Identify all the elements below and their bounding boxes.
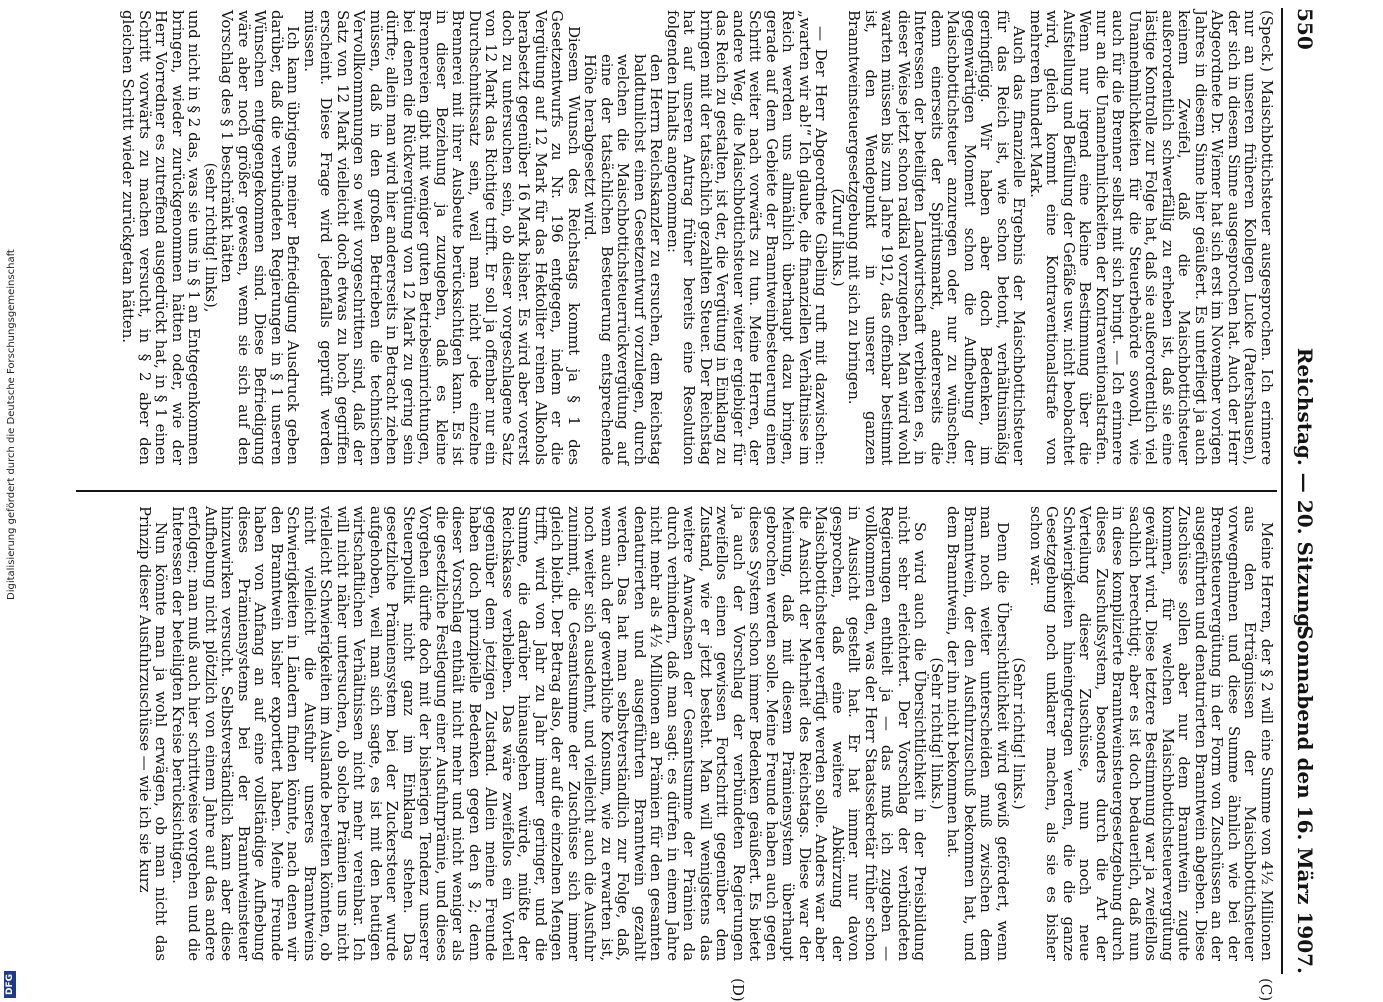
interjection: (Zuruf links.) bbox=[829, 188, 847, 287]
paragraph: So wird auch die Übersichtlichkeit in der Preisbildung nicht sehr erleichtert. Der Vorschlag der verbündeten Regierungen enthielt ja — das muß ich zugeben — vollkommen den, was der Herr Staatssekretär früher schon in Aussicht gestellt hat. Er hat immer nur davon gesprochen, daß eine weitere Abkürzung der Maischbottichsteuer verfügt werden solle. Anders war aber die Ansicht der Mehrheit des Reichstags. Diese war der Meinung, daß mit diesem Prämiensystem überhaupt gebrochen werden solle. Meine Freunde haben auch gegen dieses System schon immer Bedenken geäußert. Es bietet ja auch der Vorschlag der verbündeten Regierungen zweifellos einen gewissen Fortschritt gegenüber dem Zustand, wie er jetzt besteht. Man will wenigstens das weitere Anwachsen der Gesamtsumme der Prämien da durch verhindern, daß man sagt: es dürfen in einem Jahre nicht mehr als 4½ Millionen an Prämien für den gesamten denaturierten und ausgeführten Branntwein gezahlt werden. Das hat man selbstverständlich zur Folge, daß, wenn auch der gewerbliche Konsum, wie zu erwarten ist, noch weiter sich ausdehnt, und vielleicht auch die Ausfuhr zunimmt, die Gesamtsumme der Zuschüsse sich immer gleich bleibt. Der Betrag also, der auf die einzelnen Mengen trifft, wird von Jahr zu Jahr immer geringer, und die Summe, die darüber hinausgehen würde, müßte der Reichskasse verbleiben. Das wäre zweifellos ein Vorteil gegenüber dem jetzigen Zustand. Allein meine Freunde haben doch prinzipielle Bedenken gegen den § 2; denn dieser Vorschlag enthält nicht mehr und nicht weniger als die gesetzliche Festlegung einer Ausfuhrprämie, und dieses Vorgehen dürfte doch mit der bisherigen Tendenz unserer Steuerpolitik nicht ganz im Einklang stehen. Das gesetzliche Prämiensystem bei der Zuckersteuer wurde aufgehoben, weil man sich sagte, es ist mit den heutigen wirtschaftlichen Verhältnissen nicht mehr vereinbar. Ich will nicht näher untersuchen, ob solche Prämien uns nicht vielleicht Schwierigkeiten im Auslande bereiten könnten, ob nicht vielleicht die Ausfuhr unseres Branntweins Schwierigkeiten in Ländern finden könnte, nach denen wir den Branntwein bisher exportiert haben. Meine Freunde haben von Anfang an auf eine vollständige Aufhebung dieses Prämiensystems bei der Branntweinsteuer hinzuwirken versucht. Selbstverständlich kann aber diese Aufhebung nicht plötzlich von einem Jahre auf das andere erfolgen; man muß auch hier schrittweise vorgehen und die Interessen der beteiligten Kreise berücksichtigen. bbox=[169, 506, 930, 961]
margin-marker-b bbox=[729, 0, 747, 1]
page-number: 550 bbox=[1293, 8, 1317, 50]
header-rule bbox=[1281, 8, 1283, 974]
page-header bbox=[1289, 8, 1317, 974]
margin-marker-a bbox=[1257, 0, 1275, 1]
interjection: (Sehr richtig! links.) bbox=[928, 657, 946, 810]
left-column bbox=[120, 10, 1275, 465]
paragraph: Denn die Übersichtlichkeit wird gewiß gefördert, wenn man noch weiter unterscheiden muß zwischen dem Branntwein, der den Ausfuhrzuschuß bekommen hat, und dem Branntwein, der ihn nicht bekommen hat. bbox=[944, 506, 1012, 961]
interjection: (Sehr richtig! links.) bbox=[1010, 657, 1029, 810]
digitization-note: Digitalisierung gefördert durch die Deutsche Forschungsgemeinschaft bbox=[6, 249, 17, 600]
paragraph: Nun könnte man ja wohl erwägen, ob man nicht das Prinzip dieser Ausfuhrzuschüsse — wie ich sie kurz bbox=[136, 506, 171, 961]
paragraph: — Der Herr Abgeordnete Gibeling ruft mit dazwischen: „warten wir ab!“ Ich glaube, die finanziellen Verhältnisse im Reich werden uns allmählich überhaupt dazu bringen, gerade auf dem Gebiete der Branntweinbesteuerung einen Schritt weiter nach vorwärts zu tun. Meine Herren, der andere Weg, die Maischbottichsteuer weiter ergiebiger für das Reich zu gestalten, ist der, die Vergütung in Einklang zu bringen mit der tatsächlich gezahlten Steuer. Der Reichstag hat auf unseren Antrag früher bereits eine Resolution folgenden Inhalts angenommen: bbox=[664, 10, 831, 465]
right-column bbox=[137, 506, 1276, 961]
margin-marker-d: (D) bbox=[729, 978, 747, 1002]
paragraph: Diesem Wunsch des Reichstags kommt ja § 1 des Gesetzentwurfs zu Nr. 196 entgegen, indem er die Vergütung auf 12 Mark für das Hektoliter reinen Alkohols herabsetzt gegenüber 16 Mark bisher. Es wird aber vorerst doch zu untersuchen sein, ob dieser vorgeschlagene Satz von 12 Mark das Richtige trifft. Er soll ja offenbar nur ein Durchschnittssatz sein, weil man nicht jede einzelne Brennerei mit ihrer Ausbeute berücksichtigen kann. Es ist in dieser Beziehung ja zuzugeben, daß es kleine Brennereien gibt mit weniger guten Betriebseinrichtungen, bei denen die Rückvergütung von 12 Mark zu gering sein dürfte; allein man wird hier andererseits in Betracht ziehen müssen, daß in den großen Betrieben die technischen Vervollkommnungen so weit vorgeschritten sind, daß der Satz von 12 Mark vielleicht doch etwas zu hoch gegriffen erscheint. Diese Frage wird jedenfalls geprüft werden müssen. bbox=[301, 10, 583, 465]
resolution-quote: den Herrn Reichskanzler zu ersuchen, dem Reichstag baldtunlichst einen Gesetzentwurf vorzulegen, durch welchen die Maischbottichsteuerrückvergütung auf eine der tatsächlichen Besteuerung entsprechende Höhe herabgesetzt wird. bbox=[581, 54, 666, 465]
dfg-logo: DFG bbox=[4, 971, 16, 998]
column-divider bbox=[76, 490, 1277, 492]
margin-marker-c: (C) bbox=[1257, 978, 1275, 1002]
paragraph: Auch das finanzielle Ergebnis der Maischbottichsteuer für das Reich ist, wie schon betont, verhältnismäßig geringfügig. Wir haben aber doch Bedenken, im gegenwärtigen Moment schon die Aufhebung der Maischbottichsteuer anzuregen oder nur zu wünschen; denn einerseits der Spiritusmarkt, andererseits die Interessen der beteiligten Landwirtschaft verbieten es, in dieser Weise jetzt schon radikal vorzugehen. Man wird wohl warten müssen bis zum Jahre 1912, das offenbar bestimmt ist, den Wendepunkt in unserer ganzen Branntweinsteuergesetzgebung mit sich zu bringen. bbox=[845, 10, 1029, 465]
document-page bbox=[66, 8, 1321, 1002]
running-title: Reichstag. — 20. Sitzung. bbox=[1293, 347, 1317, 635]
paragraph: (Speck.) Maischbottichsteuer ausgesprochen. Ich erinnere nur an unseren früheren Kollegen Lucke (Patershausen), der sich in diesem Sinne ausgesprochen hat. Auch der Herr Abgeordnete Dr. Wiemer hat sich erst im November vorigen Jahres in diesem Sinne hier geäußert. Es unterliegt ja auch keinem Zweifel, daß die Maischbottichsteuer außerordentlich schwerfällig zu erheben ist, daß sie eine lästige Kontrolle zur Folge hat, daß sie außerordentlich viel Unannehmlichkeiten für die Steuerbehörde sowohl, wie auch für die Brenner selbst mit sich bringt. — Ich erinnere nur an die Unannehmlichkeiten der Kontraventionalstrafen. Wenn nur irgend eine kleine Bestimmung über die Aufstellung und Befüllung der Gefäße usw. nicht beobachtet wird, gleich kommt eine Kontraventionalstrafe von mehreren hundert Mark. bbox=[1027, 10, 1276, 465]
interjection: (sehr richtig! links), bbox=[202, 162, 220, 313]
session-date: Sonnabend den 16. März 1907. bbox=[1293, 625, 1317, 974]
paragraph: und nicht in § 2 das, was sie uns in § 1 an Entgegenkommen bringen, wieder zurückgenommen hätten oder, wie der Herr Vorredner es zutreffend ausgedrückt hat, in § 1 einen Schritt vorwärts zu machen versucht, in § 2 aber den gleichen Schritt wieder zurückgetan hätten. bbox=[119, 10, 204, 465]
paragraph: Meine Herren, der § 2 will eine Summe von 4½ Millionen aus den Erträgnissen der Maischbottichsteuer vorwegnehmen und diese Summe ähnlich wie bei der Brennsteuervergütung in der Form von Zuschüssen an der ausgeführten und denaturierten Branntwein abgeben. Diese Zuschüsse sollen aber nur dem Branntwein zugute kommen, für welchen Maischbottichsteuervergütung gewährt wird. Diese letztere Bestimmung war ja zweifellos sachlich berechtigt; aber es ist doch bedauerlich, daß nun in diese komplizierte Branntweinsteuergesetzgebung durch dieses Zuschußsystem, besonders durch die Art der Verteilung dieser Zuschüsse, nun noch neue Schwierigkeiten hineingetragen werden, die die ganze Gesetzgebung noch unklarer machen, als sie es bisher schon war. bbox=[1027, 506, 1276, 961]
paragraph: Ich kann übrigens meiner Befriedigung Ausdruck geben darüber, daß die verbündeten Regierungen in § 1 unseren Wünschen entgegengekommen sind. Diese Befriedigung wäre aber noch größer gewesen, wenn sie sich auf den Vorschlag des § 1 beschränkt hätten bbox=[218, 10, 303, 465]
